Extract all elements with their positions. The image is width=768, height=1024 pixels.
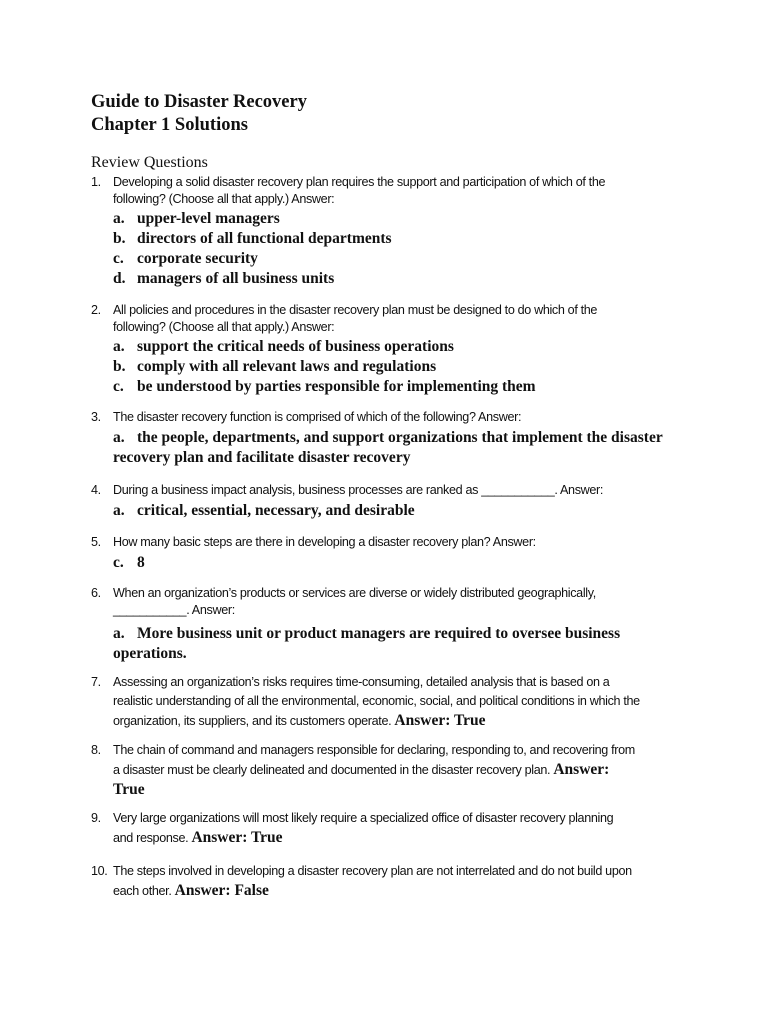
answer-option (113, 209, 751, 229)
answer-option (113, 357, 751, 377)
answer-text: the people, departments, and support organizations that implement the disaster recovery plan and facilitate disaster recovery (113, 429, 663, 466)
question-body: The chain of command and managers responsible for declaring, responding to, and recovering from a disaster must be clearly delineated and documented in the disaster recovery plan. (113, 743, 635, 777)
question-1-prompt (91, 174, 751, 208)
section-heading: Review Questions (91, 154, 208, 171)
document-title: Guide to Disaster Recovery (91, 92, 307, 112)
question-7 (91, 673, 751, 731)
question-8-prompt (91, 741, 751, 800)
question-text (113, 862, 643, 901)
question-number: 3. (91, 410, 101, 424)
question-3 (91, 409, 751, 468)
answer-letter: c. (113, 554, 124, 571)
answer-text: support the critical needs of business operations (137, 338, 454, 355)
question-1 (91, 174, 751, 289)
question-6 (91, 585, 751, 664)
question-3-prompt (91, 409, 751, 426)
question-number: 2. (91, 303, 101, 317)
answer-option (113, 553, 751, 573)
answer-option (113, 249, 751, 269)
question-10 (91, 862, 751, 901)
answer-option (113, 377, 751, 397)
question-body: The steps involved in developing a disaster recovery plan are not interrelated and do not build upon each other. (113, 864, 632, 898)
answer-option (113, 624, 683, 664)
question-text (113, 809, 633, 848)
question-text (113, 741, 643, 800)
question-body: Very large organizations will most likely require a specialized office of disaster recovery planning and response. (113, 811, 614, 845)
question-4-prompt (91, 482, 751, 499)
answer-text: be understood by parties responsible for implementing them (137, 378, 536, 395)
question-text: All policies and procedures in the disaster recovery plan must be designed to do which of the following? (Choose all that apply.) Answer: (113, 303, 598, 334)
question-9 (91, 809, 751, 848)
question-text: The disaster recovery function is comprised of which of the following? Answer: (113, 410, 522, 424)
question-6-prompt (91, 585, 751, 619)
answer-text: directors of all functional departments (137, 230, 392, 247)
question-number: 6. (91, 586, 101, 600)
answer-letter: d. (113, 270, 126, 287)
answer-text: 8 (137, 554, 145, 571)
answer-letter: a. (113, 625, 125, 642)
question-8 (91, 741, 751, 800)
question-number: 7. (91, 675, 101, 689)
question-text: Developing a solid disaster recovery plan requires the support and participation of which of the following? (Choose all that apply.) Answer: (113, 175, 606, 206)
answer-letter: a. (113, 338, 125, 355)
question-number: 8. (91, 743, 101, 757)
inline-answer: Answer: False (174, 882, 269, 899)
question-text (113, 673, 643, 731)
question-2 (91, 302, 751, 397)
inline-answer: Answer: True (191, 829, 283, 846)
answer-text: More business unit or product managers are required to oversee business operations. (113, 625, 621, 662)
chapter-title: Chapter 1 Solutions (91, 115, 248, 135)
question-10-prompt (91, 862, 751, 901)
answer-letter: b. (113, 230, 126, 247)
answer-text: managers of all business units (137, 270, 335, 287)
answer-option (113, 428, 683, 468)
question-number: 5. (91, 535, 101, 549)
question-body: Assessing an organization’s risks requires time-consuming, detailed analysis that is based on a realistic understanding of all the environmental, economic, social, and political conditions in which the organization, its suppliers, and its customers operate. (113, 675, 640, 728)
answer-text: corporate security (137, 250, 258, 267)
question-text: During a business impact analysis, business processes are ranked as ___________. Answer: (113, 483, 604, 497)
question-number: 9. (91, 811, 101, 825)
question-5-prompt (91, 534, 751, 551)
answer-letter: a. (113, 210, 125, 227)
question-7-prompt (91, 673, 751, 731)
answer-letter: a. (113, 429, 125, 446)
question-number: 1. (91, 175, 101, 189)
inline-answer: Answer: True (113, 761, 610, 798)
answer-letter: c. (113, 378, 124, 395)
answer-option (113, 337, 751, 357)
question-number: 4. (91, 483, 101, 497)
question-4 (91, 482, 751, 521)
inline-answer: Answer: True (394, 712, 486, 729)
question-number: 10. (91, 864, 108, 878)
answer-letter: c. (113, 250, 124, 267)
answer-option (113, 229, 751, 249)
question-9-prompt (91, 809, 751, 848)
answer-letter: a. (113, 502, 125, 519)
question-5 (91, 534, 751, 573)
answer-letter: b. (113, 358, 126, 375)
question-text: When an organization’s products or services are diverse or widely distributed geographically, ___________. Answer: (113, 586, 596, 617)
question-text: How many basic steps are there in developing a disaster recovery plan? Answer: (113, 535, 536, 549)
answer-text: comply with all relevant laws and regulations (137, 358, 437, 375)
answer-option (113, 501, 751, 521)
answer-option (113, 269, 751, 289)
answer-text: upper-level managers (137, 210, 280, 227)
answer-text: critical, essential, necessary, and desirable (137, 502, 415, 519)
question-2-prompt (91, 302, 751, 336)
